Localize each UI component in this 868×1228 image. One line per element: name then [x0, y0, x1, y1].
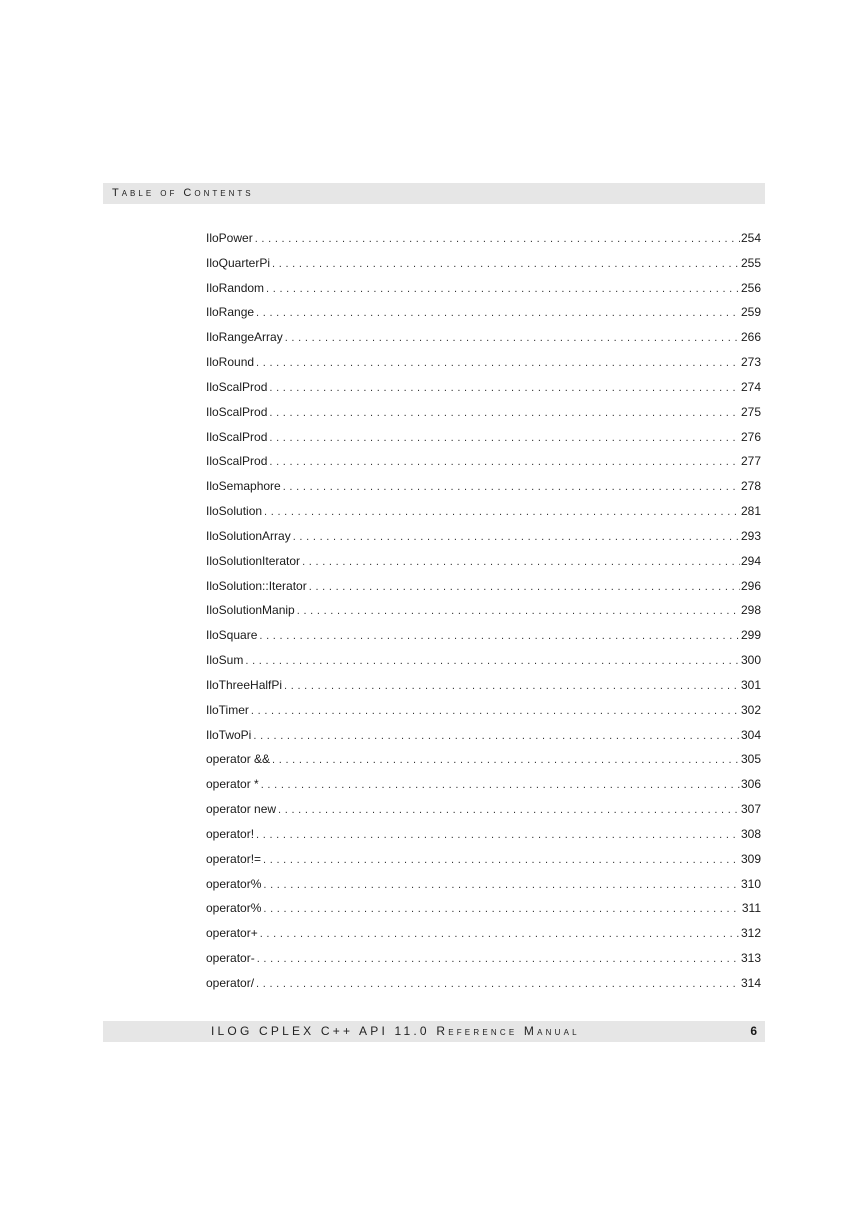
- toc-entry[interactable]: [206, 847, 761, 872]
- toc-entry[interactable]: [206, 822, 761, 847]
- toc-entry-name: IloScalProd: [206, 454, 268, 469]
- toc-entry-name: operator &&: [206, 752, 271, 767]
- toc-entry-name: IloSemaphore: [206, 479, 281, 494]
- toc-entry-name: IloRangeArray: [206, 330, 283, 345]
- toc-entry[interactable]: [206, 623, 761, 648]
- page-header-title: Table of Contents: [112, 187, 254, 199]
- toc-entry-name: IloSum: [206, 653, 244, 668]
- toc-leader-dots: [253, 724, 740, 748]
- toc-leader-dots: [293, 525, 740, 549]
- toc-leader-dots: [257, 947, 740, 971]
- toc-entry-page: 266: [740, 330, 761, 345]
- toc-entry[interactable]: [206, 474, 761, 499]
- toc-entry-name: operator-: [206, 951, 255, 966]
- toc-entry-page: 281: [740, 504, 761, 519]
- toc-entry-page: 298: [740, 603, 761, 618]
- toc-entry-page: 313: [740, 951, 761, 966]
- toc-entry-page: 275: [740, 404, 761, 419]
- toc-entry[interactable]: [206, 772, 761, 797]
- toc-entry-page: 276: [740, 429, 761, 444]
- toc-entry-name: IloScalProd: [206, 404, 268, 419]
- toc-entry-page: 299: [740, 628, 761, 643]
- toc-entry-name: IloScalProd: [206, 379, 268, 394]
- toc-entry-page: 306: [740, 777, 761, 792]
- toc-leader-dots: [245, 649, 740, 673]
- toc-entry-name: IloRound: [206, 355, 255, 370]
- toc-entry[interactable]: [206, 896, 761, 921]
- toc-entry-name: IloSolutionIterator: [206, 553, 301, 568]
- toc-entry-name: IloTwoPi: [206, 727, 252, 742]
- toc-leader-dots: [269, 401, 740, 425]
- toc-entry-name: IloSquare: [206, 628, 258, 643]
- toc-entry[interactable]: [206, 251, 761, 276]
- toc-entry-name: IloSolutionManip: [206, 603, 295, 618]
- footer-page-number: 6: [750, 1024, 757, 1038]
- toc-leader-dots: [272, 252, 740, 276]
- toc-leader-dots: [256, 823, 740, 847]
- toc-entry-name: operator!: [206, 826, 255, 841]
- header-band: [103, 183, 765, 204]
- toc-entry-page: 301: [740, 677, 761, 692]
- toc-entry-page: 277: [740, 454, 761, 469]
- toc-entry-page: 255: [740, 255, 761, 270]
- toc-leader-dots: [261, 773, 740, 797]
- toc-leader-dots: [259, 624, 740, 648]
- toc-leader-dots: [272, 748, 740, 772]
- toc-leader-dots: [263, 897, 740, 921]
- toc-entry-page: 309: [740, 851, 761, 866]
- toc-leader-dots: [269, 376, 740, 400]
- toc-entry-name: IloScalProd: [206, 429, 268, 444]
- toc-leader-dots: [256, 972, 740, 996]
- toc-entry-name: IloRandom: [206, 280, 265, 295]
- toc-entry[interactable]: [206, 400, 761, 425]
- toc-entry[interactable]: [206, 574, 761, 599]
- toc-entry-page: 310: [740, 876, 761, 891]
- toc-entry[interactable]: [206, 449, 761, 474]
- toc-entry[interactable]: [206, 946, 761, 971]
- toc-entry-page: 293: [740, 528, 761, 543]
- toc-entry-name: IloQuarterPi: [206, 255, 271, 270]
- toc-leader-dots: [256, 351, 740, 375]
- toc-entry[interactable]: [206, 325, 761, 350]
- toc-entry-page: 302: [740, 702, 761, 717]
- toc-entry[interactable]: [206, 797, 761, 822]
- toc-entry-page: 305: [740, 752, 761, 767]
- toc-entry[interactable]: [206, 872, 761, 897]
- toc-leader-dots: [302, 550, 740, 574]
- toc-entry-name: operator%: [206, 901, 262, 916]
- toc-entry[interactable]: [206, 524, 761, 549]
- toc-entry[interactable]: [206, 598, 761, 623]
- toc-entry-page: 273: [740, 355, 761, 370]
- toc-entry-page: 307: [740, 802, 761, 817]
- toc-leader-dots: [278, 798, 740, 822]
- toc-entry[interactable]: [206, 375, 761, 400]
- toc-leader-dots: [263, 873, 740, 897]
- toc-entry-name: operator new: [206, 802, 277, 817]
- toc-entry[interactable]: [206, 549, 761, 574]
- toc-entry[interactable]: [206, 226, 761, 251]
- toc-entry-page: 274: [740, 379, 761, 394]
- toc-entry-name: IloSolutionArray: [206, 528, 291, 543]
- toc-entry-page: 308: [740, 826, 761, 841]
- toc-entry[interactable]: [206, 747, 761, 772]
- toc-entry-page: 312: [740, 926, 761, 941]
- toc-entry-page: 278: [740, 479, 761, 494]
- toc-entry-name: IloSolution::Iterator: [206, 578, 307, 593]
- toc-entry-name: IloSolution: [206, 504, 263, 519]
- toc-leader-dots: [284, 674, 740, 698]
- toc-entry-name: operator+: [206, 926, 258, 941]
- toc-entry[interactable]: [206, 499, 761, 524]
- toc-leader-dots: [269, 450, 740, 474]
- toc-entry[interactable]: [206, 698, 761, 723]
- footer-manual-title: ILOG CPLEX C++ API 11.0 Reference Manual: [211, 1024, 580, 1038]
- toc-entry-name: IloTimer: [206, 702, 249, 717]
- toc-entry-page: 256: [740, 280, 761, 295]
- toc-leader-dots: [251, 699, 740, 723]
- toc-entry[interactable]: [206, 648, 761, 673]
- toc-entry-page: 311: [741, 901, 761, 916]
- toc-leader-dots: [263, 848, 740, 872]
- toc-entry-name: operator *: [206, 777, 259, 792]
- toc-entry-page: 294: [740, 553, 761, 568]
- toc-leader-dots: [255, 227, 740, 251]
- toc-entry[interactable]: [206, 350, 761, 375]
- toc-entry-page: 304: [740, 727, 761, 742]
- toc-entry-name: operator%: [206, 876, 262, 891]
- table-of-contents-list: [206, 226, 761, 996]
- toc-leader-dots: [309, 575, 740, 599]
- toc-entry-name: IloPower: [206, 231, 253, 245]
- toc-entry-page: 300: [740, 653, 761, 668]
- toc-entry[interactable]: [206, 921, 761, 946]
- toc-entry[interactable]: [206, 673, 761, 698]
- toc-entry[interactable]: [206, 425, 761, 450]
- toc-entry[interactable]: [206, 723, 761, 748]
- toc-entry-name: operator!=: [206, 851, 262, 866]
- toc-entry[interactable]: [206, 971, 761, 996]
- toc-leader-dots: [285, 326, 740, 350]
- toc-entry-name: IloThreeHalfPi: [206, 677, 283, 692]
- toc-leader-dots: [297, 599, 740, 623]
- toc-entry-page: 259: [740, 305, 761, 320]
- toc-leader-dots: [256, 301, 740, 325]
- toc-entry-name: IloRange: [206, 305, 255, 320]
- toc-entry-name: operator/: [206, 975, 255, 990]
- toc-entry-page: 254: [740, 231, 761, 245]
- toc-leader-dots: [266, 277, 740, 301]
- toc-leader-dots: [283, 475, 740, 499]
- toc-entry[interactable]: [206, 300, 761, 325]
- toc-entry[interactable]: [206, 276, 761, 301]
- toc-leader-dots: [264, 500, 740, 524]
- toc-leader-dots: [269, 426, 740, 450]
- toc-entry-page: 296: [740, 578, 761, 593]
- footer-band: [103, 1021, 765, 1042]
- toc-entry-page: 314: [740, 975, 761, 990]
- toc-leader-dots: [260, 922, 740, 946]
